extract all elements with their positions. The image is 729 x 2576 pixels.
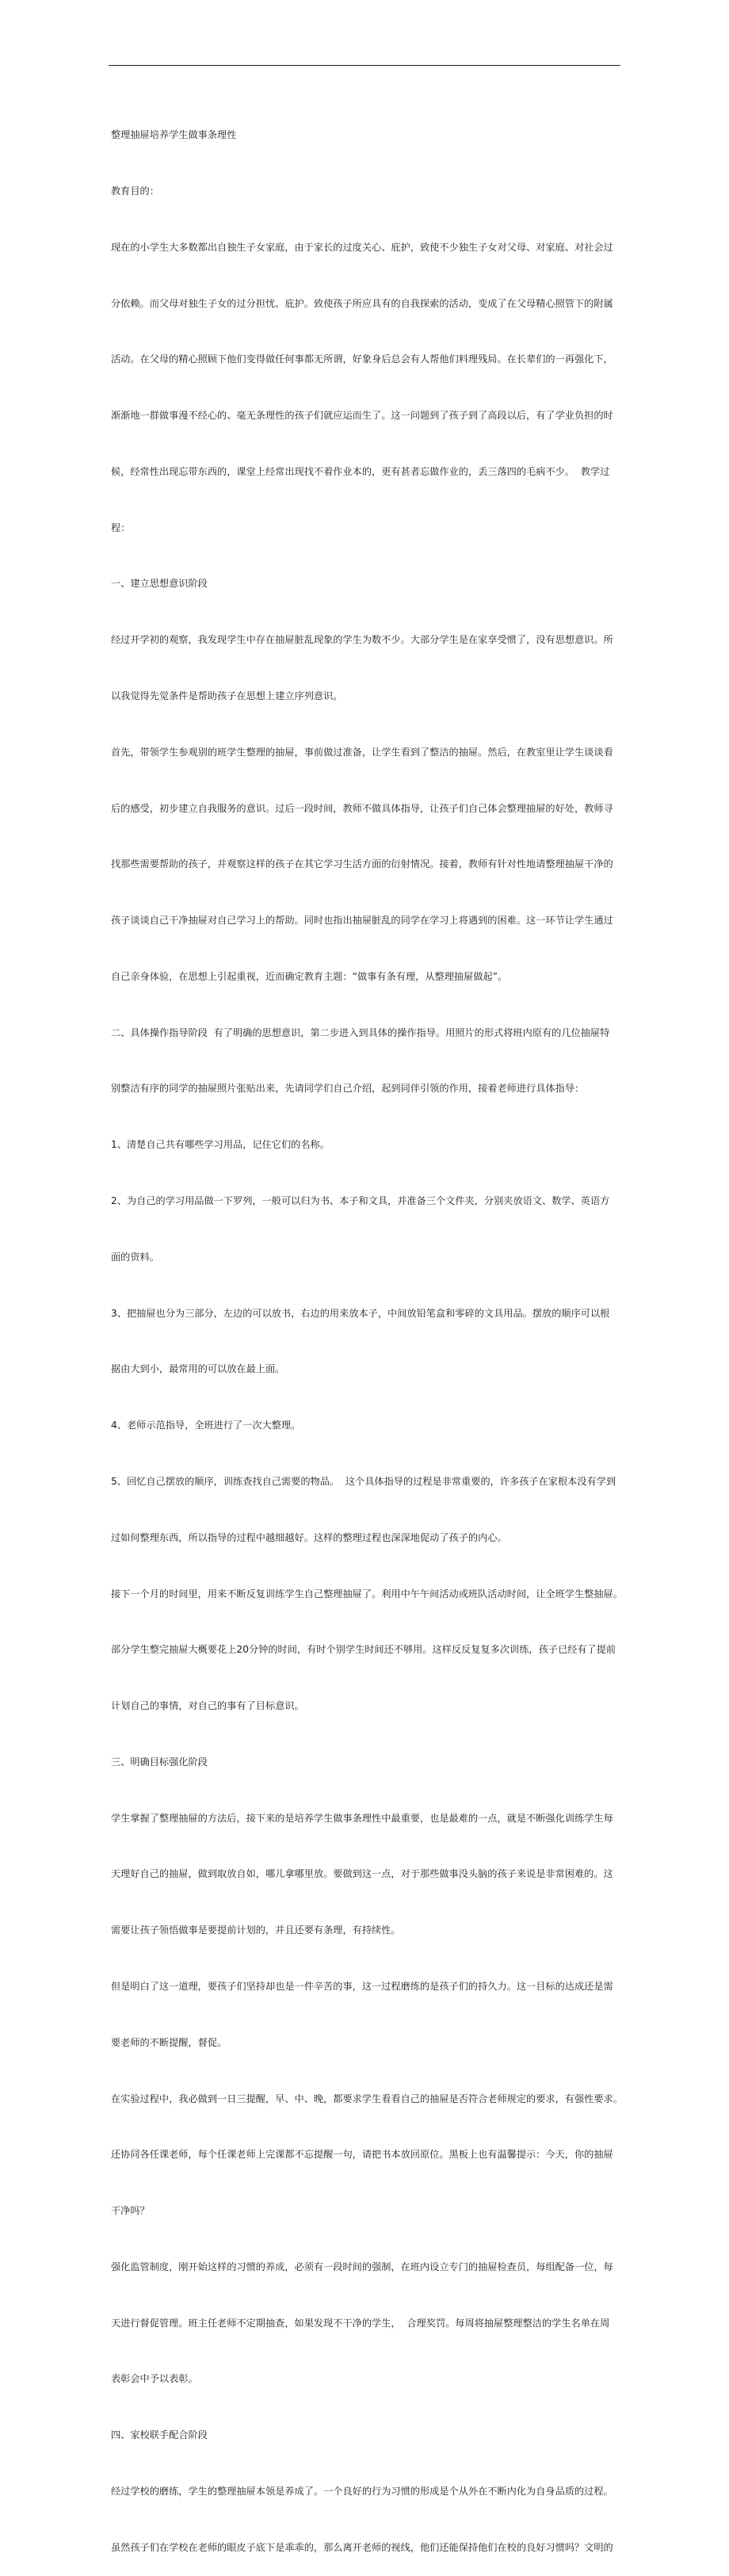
- text-line: 经过开学初的观察，我发现学生中存在抽屉脏乱现象的学生为数不少。大部分学生是在家享受惯了，没有思想意识。所: [111, 634, 613, 646]
- section-heading: 二、具体操作指导阶段 有了明确的思想意识，第二步进入到具体的操作指导。用照片的形式将班内原有的几位抽屉特: [111, 1026, 610, 1038]
- list-item: 3、把抽屉也分为三部分，左边的可以放书，右边的用来放本子，中间放铅笔盒和零碎的文具用品。摆放的顺序可以根: [111, 1307, 610, 1319]
- text-line: 虽然孩子们在学校在老师的眼皮子底下是乖乖的，那么离开老师的视线，他们还能保持他们在校的良好习惯吗？文明的: [111, 2541, 613, 2553]
- text-line: 活动。在父母的精心照顾下他们变得做任何事都无所谓，好象身后总会有人帮他们料理残局。在长辈们的一再强化下，: [111, 354, 613, 365]
- section-heading: 三、明确目标强化阶段: [111, 1756, 208, 1768]
- text-line: 还协同各任课老师，每个任课老师上完课都不忘提醒一句，请把书本放回原位。黑板上也有温馨提示：今天，你的抽屉: [111, 2149, 613, 2161]
- text-line: 强化监管制度，刚开始这样的习惯的养成，必须有一段时间的强制，在班内设立专门的抽屉检查员，每组配备一位，每: [111, 2261, 613, 2272]
- text-line: 要老师的不断提醒，督促。: [111, 2036, 227, 2048]
- text-line: 以我觉得先觉条件是帮助孩子在思想上建立序列意识。: [111, 690, 343, 701]
- text-line: 分依赖。而父母对独生子女的过分担忧、庇护。致使孩子所应具有的自我探索的活动，变成了在父母精心照管下的附属: [111, 297, 613, 309]
- text-line: 程：: [111, 522, 131, 533]
- text-line: 在实验过程中，我必做到一日三提醒，早、中、晚，都要求学生看看自己的抽屉是否符合老师规定的要求，有强性要求。: [111, 2093, 623, 2104]
- document-body: [111, 89, 628, 2576]
- text-line: 后的感受，初步建立自我服务的意识。过后一段时间，教师不做具体指导，让孩子们自己体会整理抽屉的好处，教师寻: [111, 802, 613, 814]
- text-line: 教育目的：: [111, 185, 159, 197]
- text-line: 过如何整理东西，所以指导的过程中越细越好。这样的整理过程也深深地促动了孩子的内心。: [111, 1531, 507, 1543]
- text-line: 首先，带领学生参观别的班学生整理的抽屉，事前做过准备，让学生看到了整洁的抽屉。然后，在教室里让学生谈谈看: [111, 746, 613, 758]
- text-line: 别整洁有序的同学的抽屉照片张贴出来，先请同学们自己介绍，起到同伴引领的作用，接着老师进行具体指导：: [111, 1083, 585, 1095]
- text-line: 表彰会中予以表彰。: [111, 2373, 198, 2385]
- text-line: 现在的小学生大多数都出自独生子女家庭，由于家长的过度关心、庇护，致使不少独生子女对父母、对家庭、对社会过: [111, 241, 613, 253]
- text-line: 面的资料。: [111, 1251, 159, 1263]
- text-line: 干净吗？: [111, 2205, 150, 2217]
- text-line: 自己亲身体验，在思想上引起重视，近而确定教育主题：“做事有条有理，从整理抽屉做起”。: [111, 970, 508, 982]
- text-line: 候，经常性出现忘带东西的，课堂上经常出现找不着作业本的，更有甚者忘做作业的，丢三落四的毛病不少。 教学过: [111, 465, 610, 477]
- text-line: 计划自己的事情，对自己的事有了目标意识。: [111, 1700, 304, 1712]
- text-line: 部分学生整完抽屉大概要花上20分钟的时间，有时个别学生时间还不够用。这样反反复复多次训练，孩子已经有了提前: [111, 1644, 616, 1656]
- text-line: 经过学校的磨练，学生的整理抽屉本领是养成了。一个良好的行为习惯的形成是个从外在不断内化为自身品质的过程。: [111, 2486, 613, 2497]
- text-line: 渐渐地一群做事漫不经心的、毫无条理性的孩子们就应运而生了。这一问题到了孩子到了高段以后，有了学业负担的时: [111, 410, 613, 422]
- text-line: 天进行督促管理。班主任老师不定期抽查，如果发现不干净的学生， 合理奖罚。每周将抽屉整理整洁的学生名单在周: [111, 2317, 610, 2329]
- section-heading: 四、家校联手配合阶段: [111, 2429, 208, 2441]
- text-line: 孩子谈谈自己干净抽屉对自己学习上的帮助。同时也指出抽屉脏乱的同学在学习上将遇到的困难。这一环节让学生通过: [111, 915, 613, 927]
- text-line: 找那些需要帮助的孩子，并观察这样的孩子在其它学习生活方面的衍射情况。接着，教师有针对性地请整理抽屉干净的: [111, 858, 613, 870]
- list-item: 2、为自己的学习用品做一下罗列，一般可以归为书、本子和文具，并准备三个文件夹，分别夹放语文、数学、英语方: [111, 1195, 610, 1207]
- text-line: 天理好自己的抽屉，做到取放自如，哪儿拿哪里放。要做到这一点，对于那些做事没头脑的孩子来说是非常困难的。这: [111, 1868, 613, 1880]
- text-line: 但是明白了这一道理，要孩子们坚持却也是一件辛苦的事，这一过程磨练的是孩子们的持久力。这一目标的达成还是需: [111, 1980, 613, 1992]
- section-heading: 一、建立思想意识阶段: [111, 578, 208, 590]
- text-line: 需要让孩子领悟做事是要提前计划的，并且还要有条理，有持续性。: [111, 1924, 401, 1936]
- list-item: 1、清楚自己共有哪些学习用品，记住它们的名称。: [111, 1139, 330, 1151]
- list-item: 4、老师示范指导，全班进行了一次大整理。: [111, 1420, 301, 1431]
- text-line: 学生掌握了整理抽屉的方法后，接下来的是培养学生做事条理性中最重要，也是最难的一点，就是不断强化训练学生每: [111, 1812, 613, 1824]
- text-line: 接下一个月的时间里，用来不断反复训练学生自己整理抽屉了。利用中午午间活动或班队活动时间，让全班学生整抽屉。: [111, 1588, 623, 1599]
- list-item: 5、回忆自己摆放的顺序，训练查找自己需要的物品。 这个具体指导的过程是非常重要的，许多孩子在家根本没有学到: [111, 1475, 616, 1487]
- text-line: 据由大到小，最常用的可以放在最上面。: [111, 1363, 285, 1375]
- header-rule: [109, 65, 620, 66]
- document-title: 整理抽屉培养学生做事条理性: [111, 129, 237, 141]
